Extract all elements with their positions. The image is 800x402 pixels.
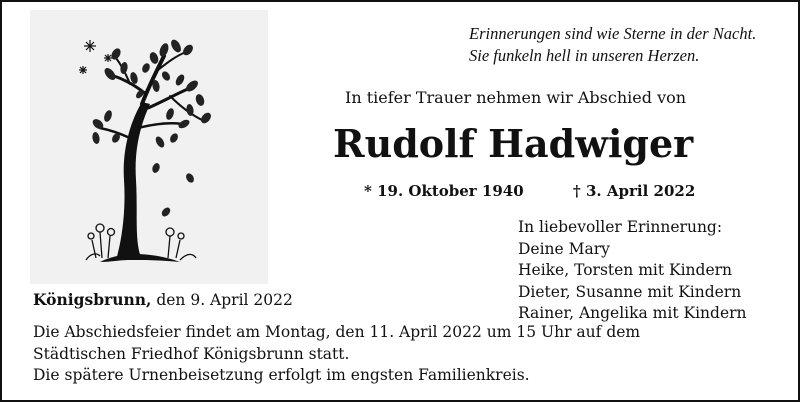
deceased-name: Rudolf Hadwiger: [333, 121, 694, 166]
tree-drawing: [30, 10, 268, 284]
life-dates: [364, 180, 695, 202]
tree-trunk: [100, 52, 202, 262]
tree-leaves: [91, 38, 213, 218]
memorial-quote: [469, 23, 789, 67]
mourner-entry: Deine Mary: [518, 239, 610, 258]
intro-text: In tiefer Trauer nehmen wir Abschied von: [345, 88, 687, 107]
place-name: Königsbrunn,: [33, 290, 152, 309]
quote-line-1: Erinnerungen sind wie Sterne in der Nacht.: [469, 24, 757, 43]
mourners-heading: In liebevoller Erinnerung:: [518, 218, 723, 236]
notice-date: den 9. April 2022: [151, 291, 293, 309]
place-date: [33, 289, 293, 311]
mourner-entry: Dieter, Susanne mit Kindern: [518, 282, 742, 301]
service-line-2: Städtischen Friedhof Königsbrunn statt.: [33, 344, 350, 363]
death-date: † 3. April 2022: [572, 182, 696, 200]
tree-illustration: [30, 10, 268, 284]
service-line-3: Die spätere Urnenbeisetzung erfolgt im engsten Familienkreis.: [33, 366, 530, 384]
birth-date: * 19. Oktober 1940: [364, 182, 524, 200]
service-line-1: Die Abschiedsfeier findet am Montag, den 11. April 2022 um 15 Uhr auf dem: [33, 323, 641, 341]
mourner-entry: Heike, Torsten mit Kindern: [518, 261, 733, 279]
mourners-list: [518, 217, 747, 325]
quote-line-2: Sie funkeln hell in unseren Herzen.: [469, 46, 700, 65]
service-information: [33, 322, 640, 387]
mourner-entry: Rainer, Angelika mit Kindern: [518, 304, 747, 322]
